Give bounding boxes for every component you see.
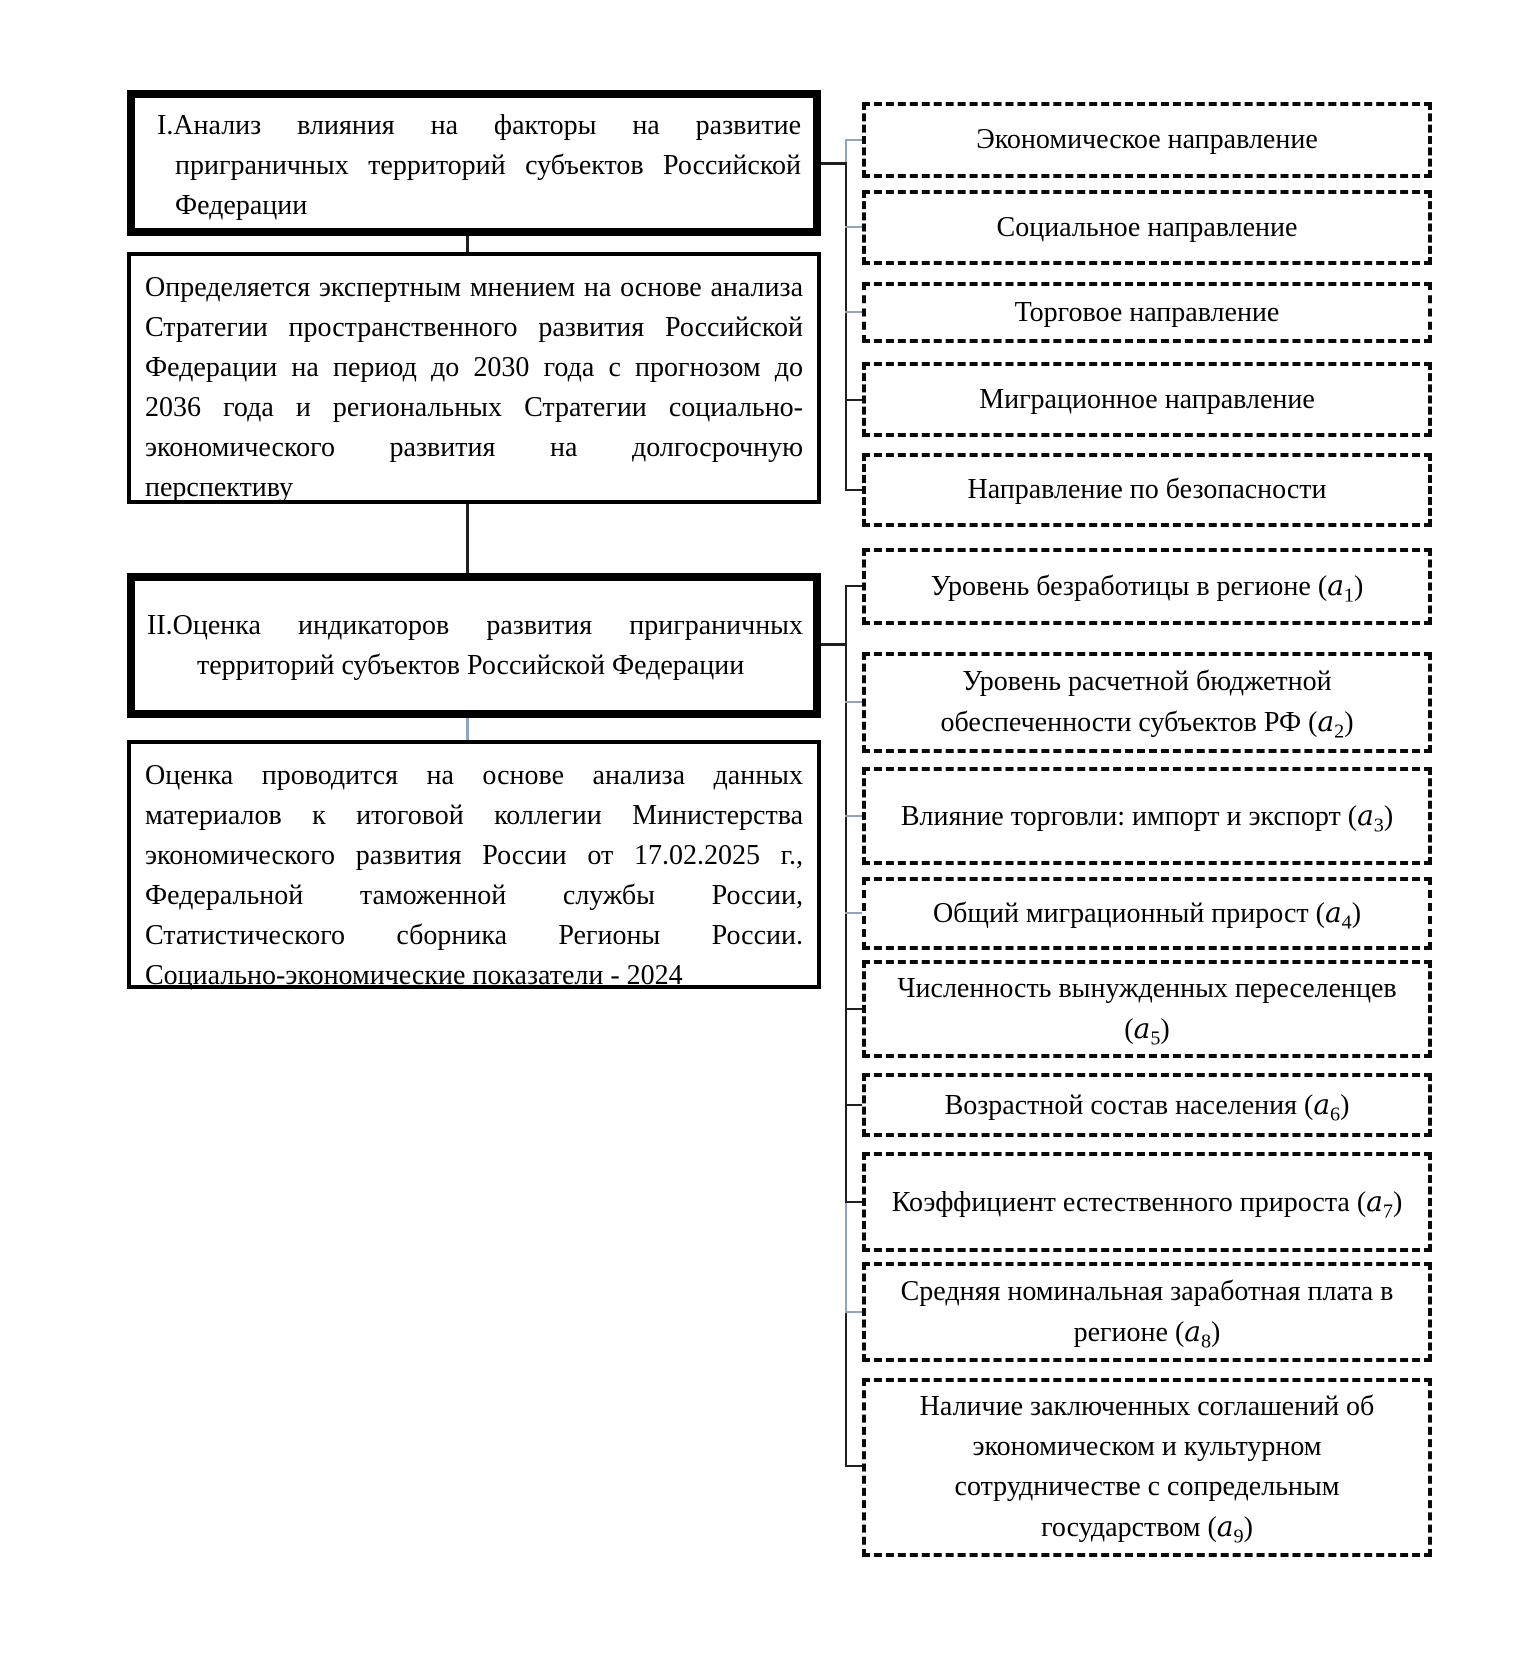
connector-trunk2-lower <box>845 1311 847 1467</box>
direction-box-economic <box>862 102 1432 178</box>
indicator-label: Возрастной состав населения $(a_6)$ <box>944 1087 1350 1126</box>
connector-stage1-feeder <box>821 162 845 165</box>
direction-label: Направление по безопасности <box>967 474 1327 505</box>
stage-1-box <box>127 90 821 236</box>
connector-stage2-to-note <box>466 718 469 740</box>
indicator-box-age-structure <box>862 1073 1432 1137</box>
connector-stub-displaced-persons <box>845 1008 862 1010</box>
indicator-box-displaced-persons <box>862 960 1432 1058</box>
connector-stub-trade <box>845 311 862 313</box>
stage-2-box <box>127 573 821 718</box>
indicator-label: Наличие заключенных соглашений об экономическом и культурном сотрудничестве с сопредельным государством $(a_9)$ <box>919 1391 1375 1548</box>
indicator-label: Общий миграционный прирост $(a_4)$ <box>932 896 1362 934</box>
connector-stub-natural-growth <box>845 1201 862 1203</box>
indicator-label: Уровень безработицы в регионе $(a_1)$ <box>930 569 1364 607</box>
connector-stub-budget-security <box>845 701 862 703</box>
indicator-box-agreements <box>862 1378 1432 1557</box>
indicator-box-unemployment <box>862 548 1432 625</box>
connector-stub-unemployment <box>845 585 862 587</box>
indicator-box-migration-growth <box>862 877 1432 950</box>
connector-stub-economic <box>845 139 862 141</box>
stage-1-note-box <box>127 252 821 504</box>
connector-stub-average-wage <box>845 1311 862 1313</box>
connector-stub-age-structure <box>845 1104 862 1106</box>
indicator-label: Средняя номинальная заработная плата в регионе $(a_8)$ <box>900 1275 1394 1353</box>
indicator-label: Численность вынужденных переселенцев $(a_5)$ <box>897 972 1397 1050</box>
connector-stub-agreements <box>845 1465 862 1467</box>
indicator-label: Влияние торговли: импорт и экспорт $(a_3)$ <box>900 798 1394 837</box>
connector-stub-social <box>845 226 862 228</box>
stage-1-label: I.Анализ влияния на факторы на развитие приграничных территорий субъектов Российской Федерации <box>157 110 801 221</box>
direction-box-trade <box>862 282 1432 343</box>
direction-box-migration <box>862 362 1432 437</box>
indicator-box-average-wage <box>862 1262 1432 1362</box>
connector-stub-security <box>845 489 862 491</box>
indicator-label: Уровень расчетной бюджетной обеспеченности субъектов РФ $(a_2)$ <box>940 666 1354 743</box>
connector-trunk1 <box>845 162 847 490</box>
direction-label: Торговое направление <box>1014 296 1280 328</box>
direction-box-social <box>862 190 1432 265</box>
direction-label: Миграционное направление <box>979 383 1315 415</box>
connector-trunk2-upper <box>845 585 847 1203</box>
connector-stage2-feeder <box>821 643 845 646</box>
indicator-box-natural-growth <box>862 1152 1432 1252</box>
connector-trunk2-middle <box>845 1203 847 1311</box>
connector-stub-migration-growth <box>845 912 862 914</box>
indicator-box-trade-impact <box>862 767 1432 865</box>
connector-note1-to-stage2 <box>466 504 469 573</box>
indicator-box-budget-security <box>862 652 1432 753</box>
connector-stage1-to-note <box>466 236 469 252</box>
stage-1-note-label: Определяется экспертным мнением на основе анализа Стратегии пространственного развития Российской Федерации на период до 2030 года с прогнозом до 2036 года и региональных Стратегии социально-экономического развития на долгосрочную перспективу <box>145 272 803 503</box>
connector-stub-migration <box>845 399 862 401</box>
stage-2-note-box <box>127 740 821 989</box>
direction-label: Экономическое направление <box>976 124 1318 155</box>
indicator-label: Коэффициент естественного прироста $(a_7)$ <box>891 1184 1403 1223</box>
direction-box-security <box>862 453 1432 527</box>
stage-2-label: II.Оценка индикаторов развития приграничных территорий субъектов Российской Федерации <box>147 609 803 681</box>
stage-2-note-label: Оценка проводится на основе анализа данных материалов к итоговой коллегии Министерства экономического развития России от 17.02.2025 г., Федеральной таможенной службы России, Статистического сборника Регионы России. Социально-экономические показатели - 2024 <box>145 760 803 991</box>
direction-label: Социальное направление <box>996 211 1298 243</box>
connector-stub-trade-impact <box>845 815 862 817</box>
